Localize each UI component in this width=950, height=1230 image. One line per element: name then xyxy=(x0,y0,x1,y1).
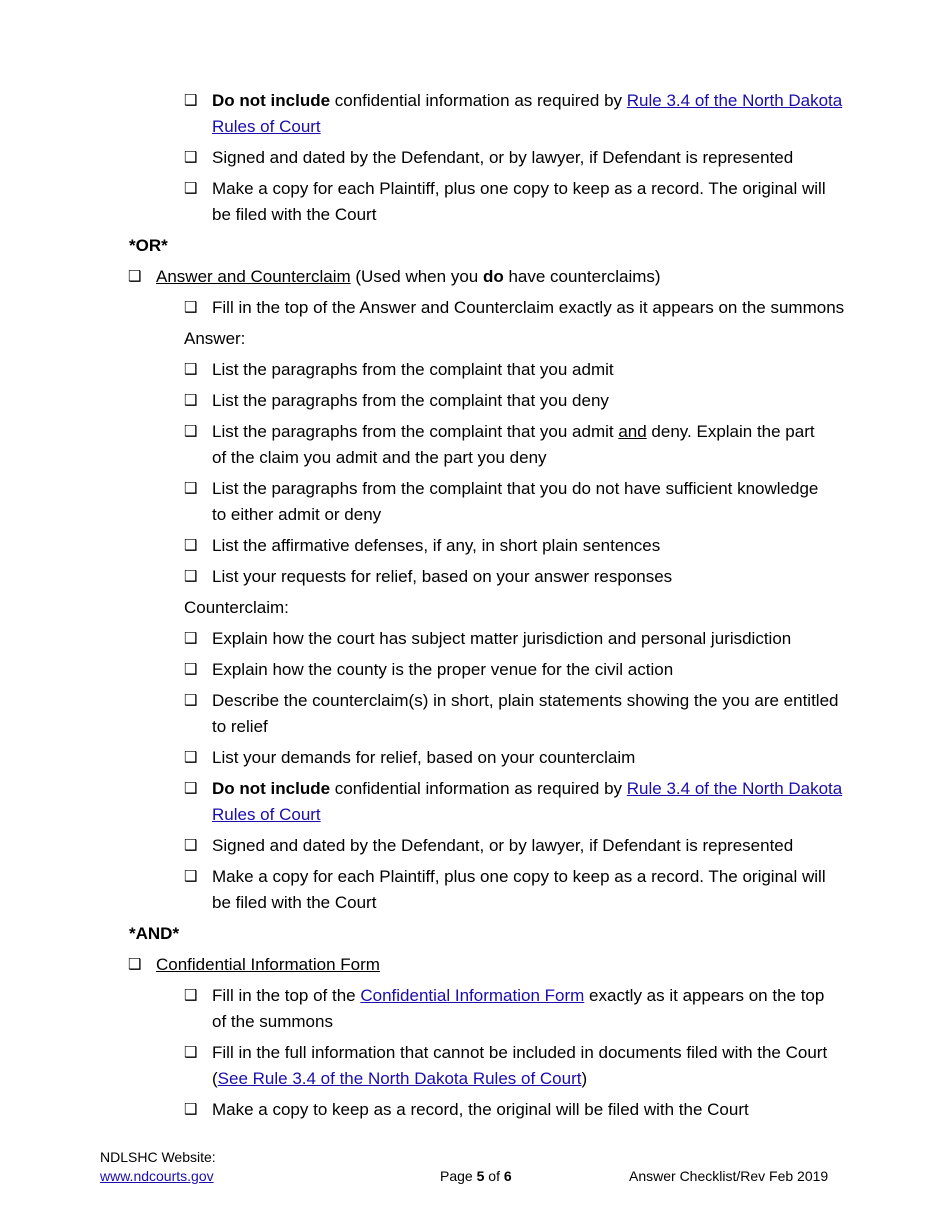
checklist-item-describe-counterclaim: ❑ Describe the counterclaim(s) in short, plain statements showing the you are entitled xyxy=(212,688,838,714)
checklist-item-no-confidential: ❑ Do not include confidential information as required by Rule 3.4 of the North Dakota xyxy=(212,776,842,802)
checklist-item-continuation: (See Rule 3.4 of the North Dakota Rules of Court) xyxy=(212,1069,588,1088)
answer-subheading: Answer: xyxy=(184,329,246,348)
checklist-item-continuation: of the claim you admit and the part you deny xyxy=(212,448,547,467)
checkbox-icon[interactable]: ❑ xyxy=(184,661,198,678)
checklist-item-signed: ❑ Signed and dated by the Defendant, or by lawyer, if Defendant is represented xyxy=(212,145,793,171)
checkbox-icon[interactable]: ❑ xyxy=(128,956,142,973)
checklist-item-continuation: to relief xyxy=(212,717,268,736)
checklist-item-affirmative-defenses: ❑ List the affirmative defenses, if any, in short plain sentences xyxy=(212,533,660,559)
section-answer-counterclaim: ❑ Answer and Counterclaim (Used when you do have counterclaims) xyxy=(156,264,661,290)
section-title: Answer and Counterclaim xyxy=(156,267,351,286)
checklist-item-continuation: to either admit or deny xyxy=(212,505,382,524)
checkbox-icon[interactable]: ❑ xyxy=(184,92,198,109)
checklist-item-insufficient-knowledge: ❑ List the paragraphs from the complaint that you do not have sufficient knowledge xyxy=(212,476,818,502)
checkbox-icon[interactable]: ❑ xyxy=(184,149,198,166)
checkbox-icon[interactable]: ❑ xyxy=(184,630,198,647)
section-confidential-form xyxy=(128,952,380,978)
checklist-item-admit-and-deny: ❑ List the paragraphs from the complaint that you admit and deny. Explain the part xyxy=(212,419,815,445)
checklist-item-requests-relief: ❑ List your requests for relief, based on your answer responses xyxy=(212,564,672,590)
checkbox-icon[interactable]: ❑ xyxy=(184,568,198,585)
emphasis-text: Do not include xyxy=(212,779,331,798)
checkbox-icon[interactable]: ❑ xyxy=(184,299,198,316)
checkbox-icon[interactable]: ❑ xyxy=(184,392,198,409)
rule-3-4-link-continued[interactable]: Rules of Court xyxy=(212,805,321,824)
footer-website-label: NDLSHC Website: xyxy=(100,1149,216,1165)
counterclaim-subheading: Counterclaim: xyxy=(184,598,289,617)
section-title: Confidential Information Form xyxy=(156,955,380,974)
rule-3-4-link[interactable]: Rule 3.4 of the North Dakota xyxy=(626,91,843,110)
document-id: Answer Checklist/Rev Feb 2019 xyxy=(629,1168,829,1184)
checklist-item-deny: ❑ List the paragraphs from the complaint that you deny xyxy=(212,388,609,414)
checklist-item-copy-record: ❑ Make a copy to keep as a record, the original will be filed with the Court xyxy=(212,1097,749,1123)
checkbox-icon[interactable]: ❑ xyxy=(184,480,198,497)
and-separator: *AND* xyxy=(129,924,180,943)
checklist-item-demands-relief: ❑ List your demands for relief, based on your counterclaim xyxy=(212,745,635,771)
checklist-item-copies: ❑ Make a copy for each Plaintiff, plus one copy to keep as a record. The original will xyxy=(212,176,826,202)
checkbox-icon[interactable]: ❑ xyxy=(184,423,198,440)
rule-3-4-link[interactable]: Rule 3.4 of the North Dakota xyxy=(626,779,843,798)
checklist-item-venue: ❑ Explain how the county is the proper venue for the civil action xyxy=(212,657,673,683)
page-number: Page 5 of 6 xyxy=(440,1168,512,1184)
checkbox-icon[interactable]: ❑ xyxy=(184,361,198,378)
checklist-item-full-information: ❑ Fill in the full information that cannot be included in documents filed with the Court xyxy=(212,1040,827,1066)
checkbox-icon[interactable]: ❑ xyxy=(184,537,198,554)
rule-3-4-link-continued[interactable]: Rules of Court xyxy=(212,117,321,136)
emphasis-text: Do not include xyxy=(212,91,331,110)
checkbox-icon[interactable]: ❑ xyxy=(184,780,198,797)
checkbox-icon[interactable]: ❑ xyxy=(184,749,198,766)
checkbox-icon[interactable]: ❑ xyxy=(184,837,198,854)
checkbox-icon[interactable]: ❑ xyxy=(184,692,198,709)
checklist-item-fill-top: ❑ Fill in the top of the Answer and Counterclaim exactly as it appears on the summons xyxy=(212,295,844,321)
checkbox-icon[interactable]: ❑ xyxy=(184,868,198,885)
checklist-item-continuation: of the summons xyxy=(212,1012,333,1031)
checkbox-icon[interactable]: ❑ xyxy=(184,1101,198,1118)
checklist-item-admit: ❑ List the paragraphs from the complaint that you admit xyxy=(212,357,614,383)
footer-website-link-row xyxy=(100,1167,214,1186)
see-rule-3-4-link[interactable]: See Rule 3.4 of the North Dakota Rules of Court xyxy=(217,1069,582,1088)
or-separator: *OR* xyxy=(129,236,168,255)
checklist-item-continuation xyxy=(212,802,321,828)
checklist-item-continuation xyxy=(212,114,321,140)
checklist-item-continuation: be filed with the Court xyxy=(212,205,377,224)
checklist-item-no-confidential: ❑ Do not include confidential information as required by Rule 3.4 of the North Dakota xyxy=(212,88,842,114)
checkbox-icon[interactable]: ❑ xyxy=(184,180,198,197)
checklist-item-fill-form-top: ❑ Fill in the top of the Confidential Information Form exactly as it appears on the top xyxy=(212,983,824,1009)
checkbox-icon[interactable]: ❑ xyxy=(128,268,142,285)
checklist-item-jurisdiction: ❑ Explain how the court has subject matter jurisdiction and personal jurisdiction xyxy=(212,626,791,652)
ndcourts-website-link[interactable]: www.ndcourts.gov xyxy=(100,1168,214,1184)
checkbox-icon[interactable]: ❑ xyxy=(184,987,198,1004)
checkbox-icon[interactable]: ❑ xyxy=(184,1044,198,1061)
confidential-form-link[interactable]: Confidential Information Form xyxy=(360,986,585,1005)
checklist-item-signed: ❑ Signed and dated by the Defendant, or by lawyer, if Defendant is represented xyxy=(212,833,793,859)
checklist-item-continuation: be filed with the Court xyxy=(212,893,377,912)
checklist-item-copies: ❑ Make a copy for each Plaintiff, plus one copy to keep as a record. The original will xyxy=(212,864,826,890)
